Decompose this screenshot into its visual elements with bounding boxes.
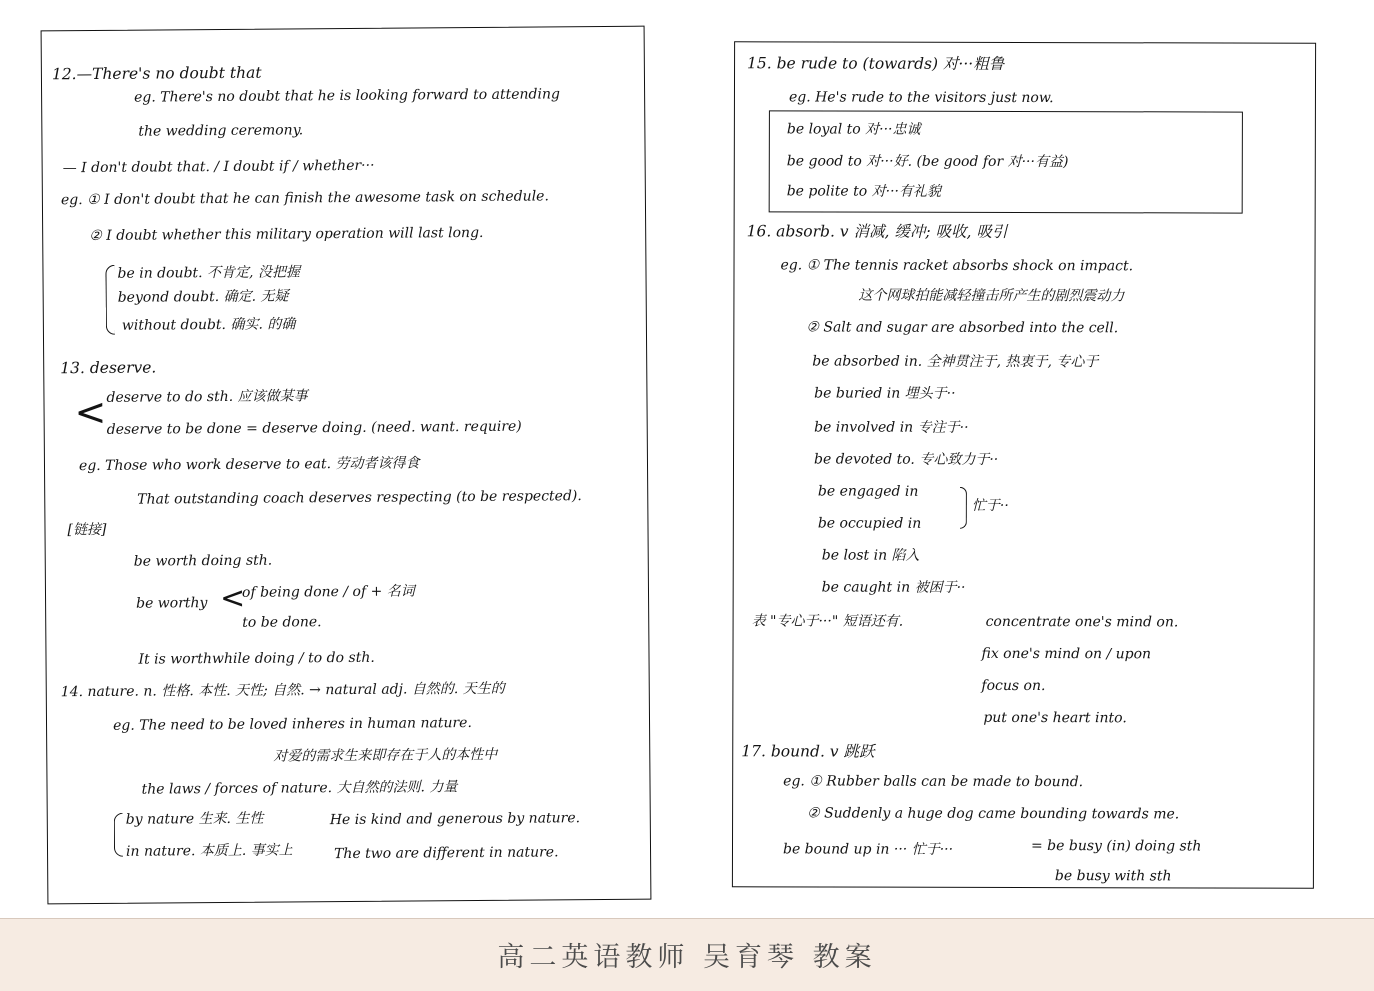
phrase-line: be polite to 对···有礼貌 xyxy=(786,183,942,200)
angle-bracket-icon: < xyxy=(219,580,246,616)
entry-12-heading: 12.—There's no doubt that xyxy=(51,63,262,84)
caption-bar xyxy=(0,918,1374,991)
phrase-line: put one's heart into. xyxy=(983,709,1127,727)
note-line: — I don't doubt that. / I doubt if / whether··· xyxy=(62,157,375,177)
phrase-line: deserve to be done = deserve doing. (need. want. require) xyxy=(106,418,522,438)
example-line: eg. He's rude to the visitors just now. xyxy=(788,89,1054,107)
link-label: [链接] xyxy=(67,521,107,539)
phrase-line: in nature. 本质上. 事实上 xyxy=(125,842,293,860)
entry-14-heading: 14. nature. n. 性格. 本性. 天性; 自然. → natural adj. 自然的. 天生的 xyxy=(60,680,505,701)
phrase-line: It is worthwhile doing / to do sth. xyxy=(138,649,375,668)
phrase-line: fix one's mind on / upon xyxy=(981,645,1152,663)
phrase-line: = be busy (in) doing sth xyxy=(1030,838,1202,855)
phrase-line: concentrate one's mind on. xyxy=(985,613,1179,631)
phrase-line: be occupied in xyxy=(817,515,922,532)
phrase-line: be caught in 被困于·· xyxy=(821,579,966,596)
phrase-line: be worth doing sth. xyxy=(133,552,273,570)
example-line: ② Suddenly a huge dog came bounding towards me. xyxy=(807,805,1180,823)
note-line: 表 "专心于···" 短语还有. xyxy=(751,613,904,630)
curly-brace xyxy=(960,487,967,529)
entry-16-heading: 16. absorb. v 消减, 缓冲; 吸收, 吸引 xyxy=(746,222,1008,241)
example-line: ② I doubt whether this military operation will last long. xyxy=(89,224,484,245)
translation-line: 这个网球拍能减轻撞击所产生的剧烈震动力 xyxy=(858,287,1125,305)
phrase-line: be lost in 陷入 xyxy=(821,547,920,564)
example-line: eg. Those who work deserve to eat. 劳动者该得食 xyxy=(78,455,420,475)
phrase-line: be devoted to. 专心致力于·· xyxy=(813,451,999,468)
example-line: eg. The need to be loved inheres in human nature. xyxy=(112,715,472,734)
entry-13-heading: 13. deserve. xyxy=(60,358,157,378)
phrase-line: deserve to do sth. 应该做某事 xyxy=(106,388,308,406)
example-line: He is kind and generous by nature. xyxy=(329,810,581,829)
example-line: eg. ① The tennis racket absorbs shock on impact. xyxy=(780,257,1134,275)
phrase-line: be involved in 专注于·· xyxy=(814,419,969,436)
entry-15-heading: 15. be rude to (towards) 对···粗鲁 xyxy=(747,54,1005,73)
entry-17-heading: 17. bound. v 跳跃 xyxy=(741,742,875,761)
phrase-line: 忙于·· xyxy=(971,497,1009,514)
example-line: the wedding ceremony. xyxy=(138,122,304,140)
example-line: ② Salt and sugar are absorbed into the cell. xyxy=(806,319,1119,337)
curly-brace xyxy=(114,813,123,857)
phrase-line: without doubt. 确实. 的确 xyxy=(121,316,296,334)
phrase-line: be busy with sth xyxy=(1054,868,1172,885)
phrase-line: be good to 对···好. (be good for 对···有益) xyxy=(786,153,1069,171)
phrase-line: be in doubt. 不肯定, 没把握 xyxy=(117,264,300,282)
phrase-line: to be done. xyxy=(242,614,322,631)
caption-text: 高二英语教师 吴育琴 教案 xyxy=(497,942,877,973)
left-notebook-page xyxy=(41,26,652,905)
phrase-line: be bound up in ··· 忙于··· xyxy=(782,841,954,858)
angle-bracket-icon: < xyxy=(74,389,107,435)
phrase-line: of being done / of + 名词 xyxy=(241,583,415,601)
example-line: eg. There's no doubt that he is looking forward to attending xyxy=(134,86,560,106)
phrase-line: be absorbed in. 全神贯注于, 热衷于, 专心于 xyxy=(812,353,1099,371)
phrase-line: be buried in 埋头于·· xyxy=(814,385,956,402)
right-notebook-page xyxy=(732,41,1316,889)
phrase-line: be loyal to 对···忠诚 xyxy=(786,121,921,138)
phrase-line: by nature 生来. 生性 xyxy=(125,810,264,828)
curly-brace xyxy=(105,265,115,335)
example-line: That outstanding coach deserves respecting (to be respected). xyxy=(137,488,582,508)
phrase-line: be worthy xyxy=(136,595,208,612)
translation-line: 对爱的需求生来即存在于人的本性中 xyxy=(273,746,498,765)
phrase-line: be engaged in xyxy=(817,483,919,500)
phrase-line: beyond doubt. 确定. 无疑 xyxy=(117,288,289,306)
phrase-line: focus on. xyxy=(981,677,1046,695)
example-line: eg. ① Rubber balls can be made to bound. xyxy=(783,773,1084,791)
example-line: The two are different in nature. xyxy=(333,844,559,863)
example-line: eg. ① I don't doubt that he can finish the awesome task on schedule. xyxy=(60,188,549,209)
phrase-line: the laws / forces of nature. 大自然的法则. 力量 xyxy=(141,779,458,798)
